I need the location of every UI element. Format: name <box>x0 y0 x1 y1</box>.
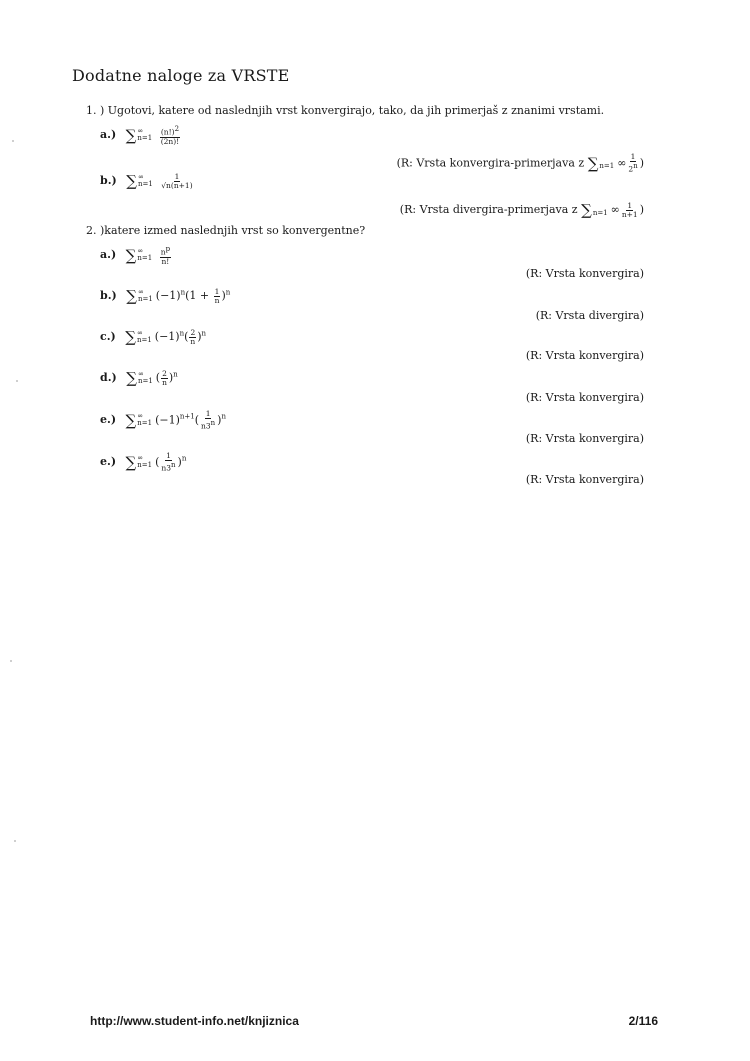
sum-limits: ∞ n=1 <box>137 288 153 303</box>
q2-item-d-answer: (R: Vrsta konvergira) <box>525 391 644 404</box>
q2-item-b-label: b.) <box>100 289 117 302</box>
q1-item-b-answer-text: (R: Vrsta divergira-primerjava z <box>399 203 578 216</box>
question-1-text: 1. ) Ugotovi, katere od naslednjih vrst konvergirajo, tako, da jih primerjaš z znanimi vrstami. <box>86 104 605 117</box>
footer-url: http://www.student-info.net/knjiznica <box>90 1014 299 1028</box>
q2-item-a-answer: (R: Vrsta konvergira) <box>525 267 644 280</box>
sum-limits: n=1 <box>592 209 608 217</box>
q1-item-a-label: a.) <box>100 128 117 142</box>
q2-item-a-label: a.) <box>100 248 117 262</box>
sum-symbol: ∑ <box>126 287 137 305</box>
q1-item-a-answer: (R: Vrsta konvergira-primerjava z ∑ n=1 ∞ $\frac{1}{2^n}$ ) <box>396 152 644 174</box>
q1-item-b-label: b.) <box>100 174 117 187</box>
q2-item-e: e.) ∑ ∞ n=1 $(-1)^{n+1}$( $\frac{1}{n3^n}$ )$^n$ <box>100 409 226 431</box>
q2-item-e-label: e.) <box>100 413 117 427</box>
sum-limits: ∞ n=1 <box>136 329 152 344</box>
sum-limits: ∞ n=1 <box>137 454 153 470</box>
formula-fraction: $\frac{(n!)^2}{(2n)!}$ <box>160 125 180 146</box>
sum-symbol: ∑ <box>125 246 137 265</box>
sum-limits: ∞ n=1 <box>137 247 153 263</box>
q2-item-c-label: c.) <box>100 330 116 343</box>
q1-item-a-answer-text: (R: Vrsta konvergira-primerjava z <box>396 156 585 170</box>
sum-limits: ∞ n=1 <box>137 412 153 428</box>
formula-fraction: $\frac{2}{n}$ <box>190 327 196 346</box>
formula-fraction: $\frac{2}{n}$ <box>162 368 167 387</box>
q2-item-b-answer: (R: Vrsta divergira) <box>535 309 644 322</box>
q2-item-d-label: d.) <box>100 371 117 384</box>
formula-fraction: $\frac{1}{2^n}$ <box>628 152 638 174</box>
formula-fraction: $\frac{1}{n}$ <box>214 286 220 305</box>
q1-item-b-answer: (R: Vrsta divergira-primerjava z ∑ n=1 ∞ $\frac{1}{n+1}$ ) <box>399 200 644 219</box>
formula-fraction: $\frac{1}{n3^n}$ <box>201 409 216 431</box>
sum-limits: ∞ n=1 <box>137 127 153 143</box>
page-number: 2/116 <box>628 1014 658 1028</box>
sum-symbol: ∑ <box>581 201 592 219</box>
q2-item-d: d.) ∑ ∞ n=1 ( $\frac{2}{n}$ )$^n$ <box>100 368 178 387</box>
q2-item-f-label: e.) <box>100 455 117 469</box>
q2-item-e-answer: (R: Vrsta konvergira) <box>525 432 644 445</box>
formula-fraction: $\frac{1}{√n(n+1)}$ <box>161 171 193 190</box>
q2-item-b: b.) ∑ ∞ n=1 $(-1)^n(1$ + $\frac{1}{n}$ )$^n$ <box>100 286 231 305</box>
sum-limits: ∞ n=1 <box>137 370 153 385</box>
q2-item-f-answer: (R: Vrsta konvergira) <box>525 473 644 486</box>
scan-speck <box>14 840 16 842</box>
sum-limits: n=1 <box>599 162 615 171</box>
sum-limits: ∞ n=1 <box>137 173 153 188</box>
q1-item-b-answer-close: ) <box>639 203 644 216</box>
formula-fraction: $\frac{n^p}{n!}$ <box>160 245 171 266</box>
q2-item-f: e.) ∑ ∞ n=1 ( $\frac{1}{n3^n}$ )$^n$ <box>100 451 187 473</box>
q1-item-a <box>100 125 181 146</box>
scan-speck <box>10 660 12 662</box>
scan-speck <box>16 380 18 382</box>
sum-symbol: ∑ <box>125 328 136 346</box>
formula-fraction: $\frac{1}{n3^n}$ <box>161 451 176 473</box>
sum-symbol: ∑ <box>125 453 137 472</box>
sum-symbol: ∑ <box>125 411 137 430</box>
question-2-text: 2. )katere izmed naslednjih vrst so konvergentne? <box>86 224 366 237</box>
sum-symbol: ∑ <box>125 126 137 145</box>
formula-fraction: $\frac{1}{n+1}$ <box>621 200 638 219</box>
q2-item-a <box>100 245 172 266</box>
scan-speck <box>12 140 14 142</box>
q1-item-b <box>100 172 195 190</box>
sum-symbol: ∑ <box>587 154 599 173</box>
sum-symbol: ∑ <box>126 369 137 387</box>
page-title: Dodatne naloge za VRSTE <box>72 66 290 85</box>
sum-symbol: ∑ <box>126 172 137 190</box>
q2-item-c: c.) ∑ ∞ n=1 $(-1)^n$( $\frac{2}{n}$ )$^n$ <box>100 327 207 346</box>
q2-item-c-answer: (R: Vrsta konvergira) <box>525 349 644 362</box>
q1-item-a-answer-close: ) <box>639 156 644 170</box>
